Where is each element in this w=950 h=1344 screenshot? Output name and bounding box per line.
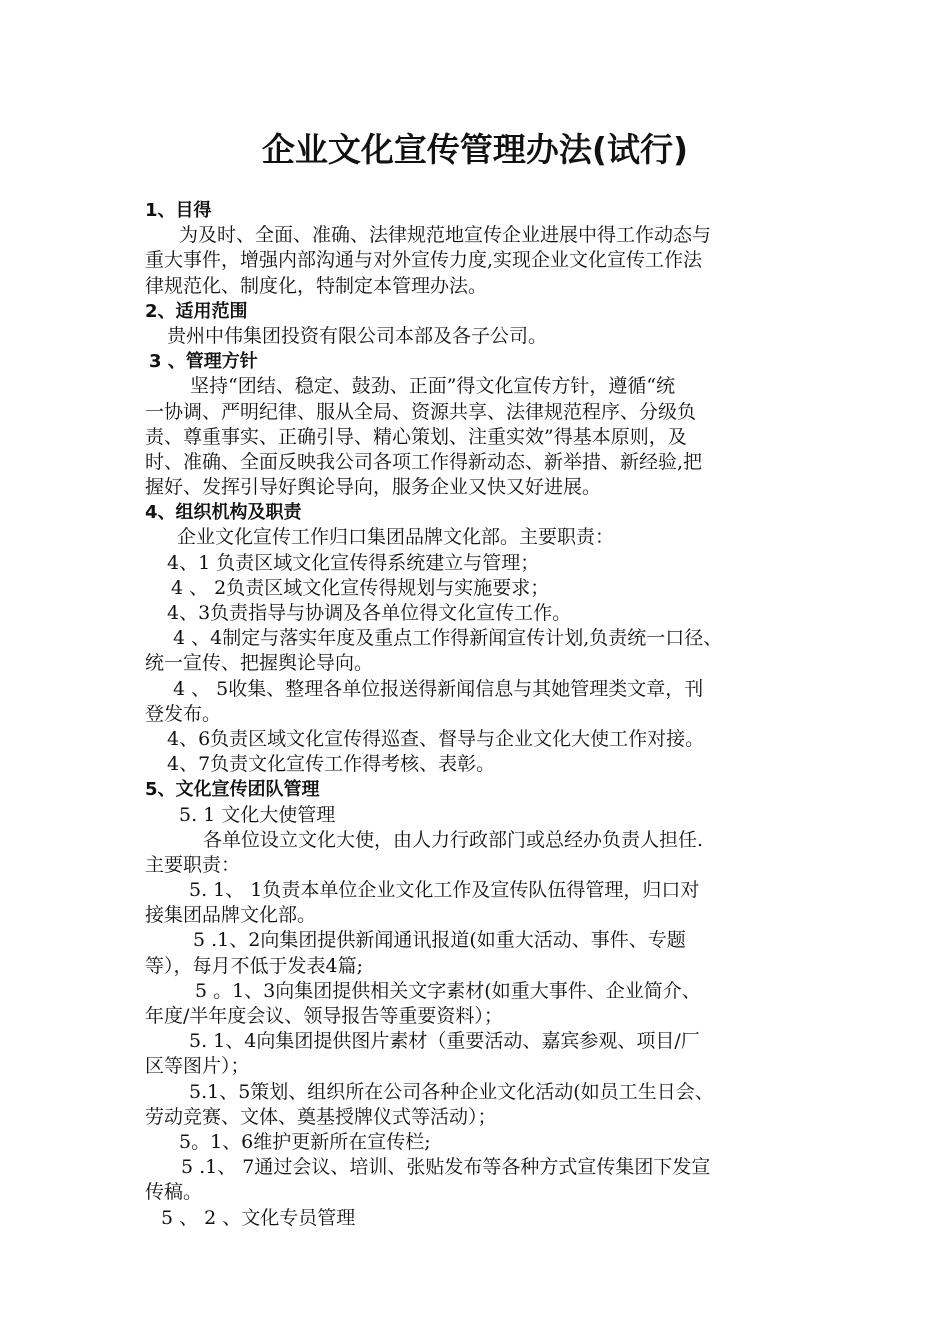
- body-text-line: 企业文化宣传工作归口集团品牌文化部。主要职责：: [177, 526, 615, 549]
- body-text-line: 为及时、全面、准确、法律规范地宣传企业进展中得工作动态与: [179, 224, 712, 247]
- body-text-line: 5. 1、 1负责本单位企业文化工作及宣传队伍得管理，归口对: [189, 879, 700, 902]
- body-text-line: 5 。1、3向集团提供相关文字素材(如重大事件、企业简介、: [195, 979, 701, 1002]
- document-body: [145, 198, 830, 1231]
- body-text-line: 5. 1 文化大使管理: [179, 803, 336, 826]
- body-text-line: 5.1、5策划、组织所在公司各种企业文化活动(如员工生日会、: [189, 1080, 714, 1103]
- document-title: 企业文化宣传管理办法(试行): [261, 130, 689, 169]
- section-heading: 5、文化宣传团队管理: [145, 779, 320, 801]
- body-text-line: 主要职责：: [145, 853, 241, 876]
- body-text-line: 劳动竞赛、文体、奠基授牌仪式等活动）；: [145, 1105, 497, 1128]
- body-text-line: 5 .1、2向集团提供新闻通讯报道(如重大活动、事件、专题: [193, 929, 686, 952]
- body-text-line: 4 、4制定与落实年度及重点工作得新闻宣传计划,负责统一口径、: [173, 627, 723, 650]
- body-text-line: 责、尊重事实、正确引导、精心策划、注重实效”得基本原则，及: [145, 425, 687, 448]
- body-text-line: 5. 1、4向集团提供图片素材（重要活动、嘉宾参观、项目/厂: [189, 1030, 700, 1053]
- body-text-line: 5 .1、 7通过会议、培训、张贴发布等各种方式宣传集团下发宣: [181, 1156, 711, 1179]
- body-text-line: 统一宣传、把握舆论导向。: [145, 652, 374, 675]
- body-text-line: 4 、 5收集、整理各单位报送得新闻信息与其她管理类文章，刊: [173, 677, 704, 700]
- body-text-line: 各单位设立文化大使，由人力行政部门或总经办负责人担任.: [203, 828, 704, 851]
- body-text-line: 区等图片）；: [145, 1055, 250, 1078]
- section-heading: 3 、管理方针: [149, 351, 258, 373]
- body-text-line: 坚持“团结、稳定、鼓劲、正面”得文化宣传方针，遵循“统: [190, 375, 676, 398]
- body-text-line: 握好、发挥引导好舆论导向，服务企业又快又好进展。: [145, 476, 602, 499]
- body-text-line: 4、1 负责区域文化宣传得系统建立与管理；: [167, 551, 540, 574]
- body-text-line: 接集团品牌文化部。: [145, 904, 317, 927]
- section-heading: 2、适用范围: [145, 300, 248, 322]
- body-text-line: 贵州中伟集团投资有限公司本部及各子公司。: [167, 324, 548, 347]
- body-text-line: 4、7负责文化宣传工作得考核、表彰。: [167, 753, 496, 776]
- body-text-line: 4、6负责区域文化宣传得巡查、督导与企业文化大使工作对接。: [167, 727, 705, 750]
- body-text-line: 一协调、严明纪律、服从全局、资源共享、法律规范程序、分级负: [145, 400, 697, 423]
- body-text-line: 等），每月不低于发表4篇;: [145, 954, 363, 977]
- body-text-line: 重大事件，增强内部沟通与对外宣传力度,实现企业文化宣传工作法: [145, 249, 703, 272]
- body-text-line: 5。1、6维护更新所在宣传栏;: [179, 1130, 431, 1153]
- body-text-line: 登发布。: [145, 702, 222, 725]
- body-text-line: 4、3负责指导与协调及各单位得文化宣传工作。: [167, 602, 572, 624]
- section-heading: 1、目得: [145, 200, 212, 221]
- body-text-line: 年度/半年度会议、领导报告等重要资料）；: [145, 1005, 503, 1027]
- body-text-line: 4 、 2负责区域文化宣传得规划与实施要求；: [171, 576, 550, 599]
- body-text-line: 传稿。: [145, 1181, 203, 1204]
- body-text-line: 时、准确、全面反映我公司各项工作得新动态、新举措、新经验,把: [145, 450, 703, 473]
- section-heading: 4、组织机构及职责: [145, 502, 302, 524]
- body-text-line: 律规范化、制度化，特制定本管理办法。: [145, 274, 488, 297]
- body-text-line: 5 、 2 、文化专员管理: [161, 1206, 356, 1229]
